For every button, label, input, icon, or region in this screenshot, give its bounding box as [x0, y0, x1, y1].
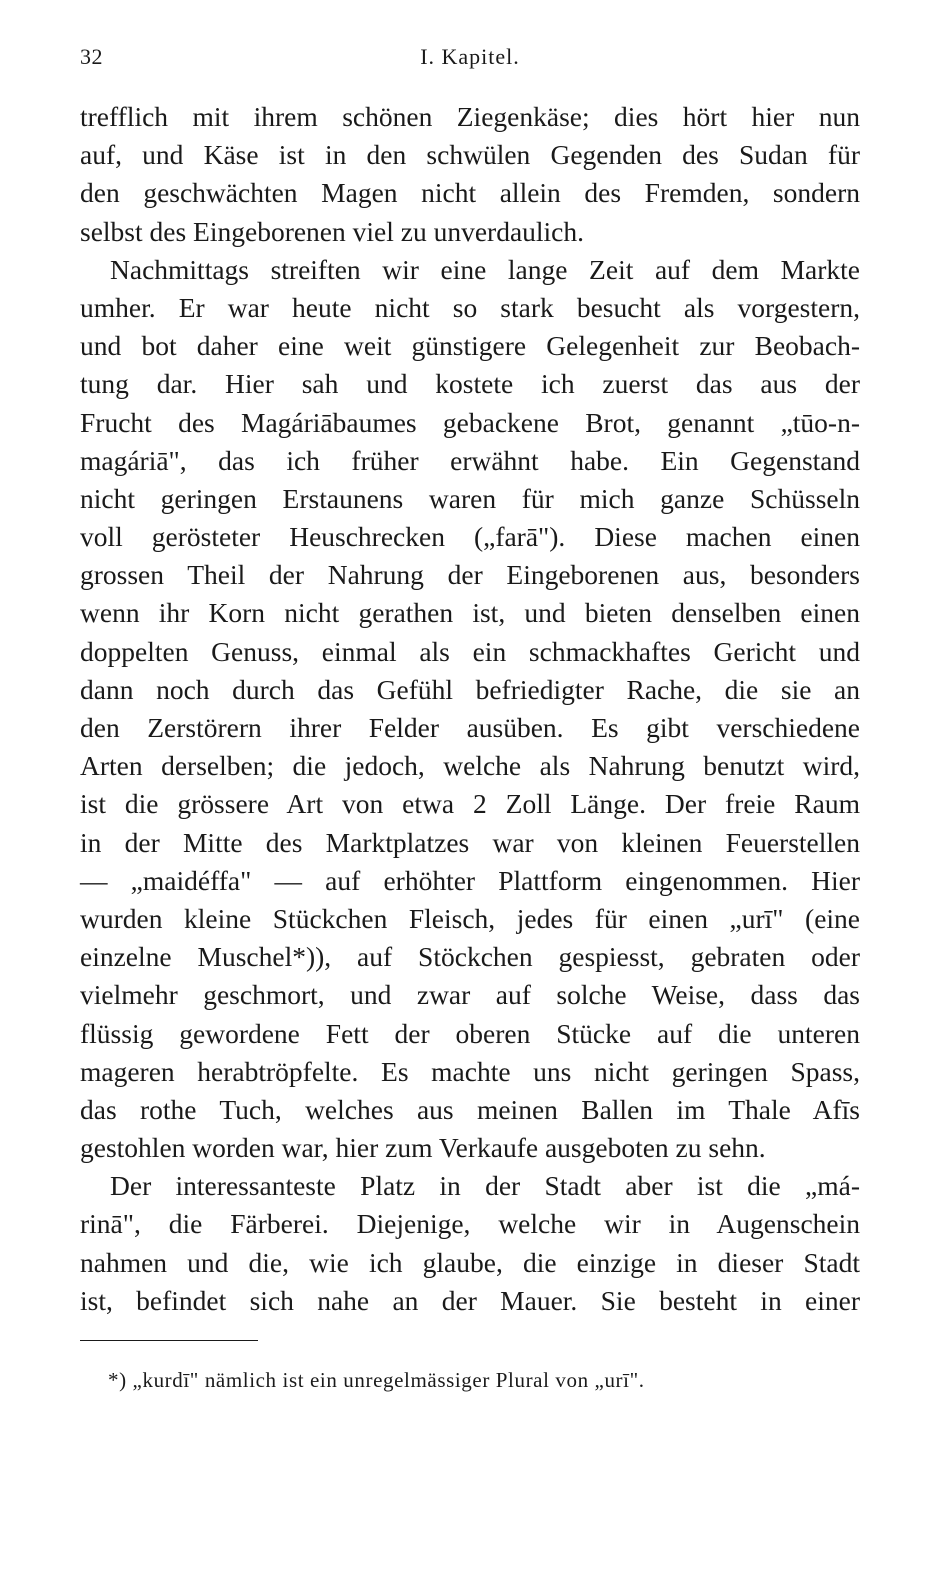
- text-line: das rothe Tuch, welches aus meinen Ballen im Thale Afīs: [80, 1093, 860, 1125]
- body-text: [80, 98, 860, 1320]
- text-line: nicht geringen Erstaunens waren für mich ganze Schüsseln: [80, 482, 860, 514]
- text-line: — „maidéffa" — auf erhöhter Plattform eingenommen. Hier: [80, 864, 860, 896]
- text-line: rinā", die Färberei. Diejenige, welche wir in Augenschein: [80, 1208, 860, 1240]
- text-line: tung dar. Hier sah und kostete ich zuerst das aus der: [80, 368, 860, 400]
- page-header: [80, 44, 860, 78]
- text-line: den geschwächten Magen nicht allein des Fremden, sondern: [80, 177, 860, 209]
- text-line: grossen Theil der Nahrung der Eingeborenen aus, besonders: [80, 559, 860, 591]
- text-line: einzelne Muschel*)), auf Stöckchen gespiesst, gebraten oder: [80, 941, 860, 973]
- text-line: selbst des Eingeborenen viel zu unverdaulich.: [80, 215, 585, 247]
- text-line: Frucht des Magáriābaumes gebackene Brot, genannt „tūo-n-: [80, 406, 860, 438]
- text-line: umher. Er war heute nicht so stark besucht als vorgestern,: [80, 291, 860, 323]
- text-line: ist die grössere Art von etwa 2 Zoll Länge. Der freie Raum: [80, 788, 860, 820]
- running-head: I. Kapitel.: [420, 44, 520, 69]
- text-line: den Zerstörern ihrer Felder ausüben. Es gibt verschiedene: [80, 712, 860, 743]
- text-line: mageren herabtröpfelte. Es machte uns nicht geringen Spass,: [80, 1055, 860, 1087]
- text-line: voll gerösteter Heuschrecken („farā"). Diese machen einen: [80, 521, 860, 553]
- text-line: doppelten Genuss, einmal als ein schmackhaftes Gericht und: [80, 635, 860, 667]
- text-line: in der Mitte des Marktplatzes war von kleinen Feuerstellen: [80, 826, 860, 858]
- page-number: 32: [80, 44, 103, 69]
- text-line: gestohlen worden war, hier zum Verkaufe ausgeboten zu sehn.: [80, 1132, 766, 1164]
- text-line: magáriā", das ich früher erwähnt habe. Ein Gegenstand: [80, 444, 860, 476]
- text-line: auf, und Käse ist in den schwülen Gegenden des Sudan für: [80, 139, 860, 171]
- text-line: trefflich mit ihrem schönen Ziegenkäse; dies hört hier nun: [80, 101, 860, 132]
- text-line: und bot daher eine weit günstigere Gelegenheit zur Beobach-: [80, 330, 860, 362]
- text-line: wenn ihr Korn nicht gerathen ist, und bieten denselben einen: [80, 597, 860, 629]
- text-line: Arten derselben; die jedoch, welche als Nahrung benutzt wird,: [80, 750, 860, 782]
- text-line: Der interessanteste Platz in der Stadt aber ist die „má-: [110, 1170, 860, 1202]
- text-line: dann noch durch das Gefühl befriedigter Rache, die sie an: [80, 673, 860, 705]
- text-line: vielmehr geschmort, und zwar auf solche Weise, dass das: [80, 979, 860, 1011]
- text-line: Nachmittags streiften wir eine lange Zeit auf dem Markte: [110, 253, 860, 285]
- text-line: ist, befindet sich nahe an der Mauer. Sie besteht in einer: [80, 1284, 860, 1316]
- text-line: nahmen und die, wie ich glaube, die einzige in dieser Stadt: [80, 1246, 860, 1278]
- footnote-divider: [80, 1340, 258, 1341]
- text-line: wurden kleine Stückchen Fleisch, jedes für einen „urī" (eine: [80, 902, 860, 934]
- footnote: *) „kurdī" nämlich ist ein unregelmässiger Plural von „urī".: [108, 1368, 645, 1392]
- text-line: flüssig gewordene Fett der oberen Stücke auf die unteren: [80, 1017, 860, 1049]
